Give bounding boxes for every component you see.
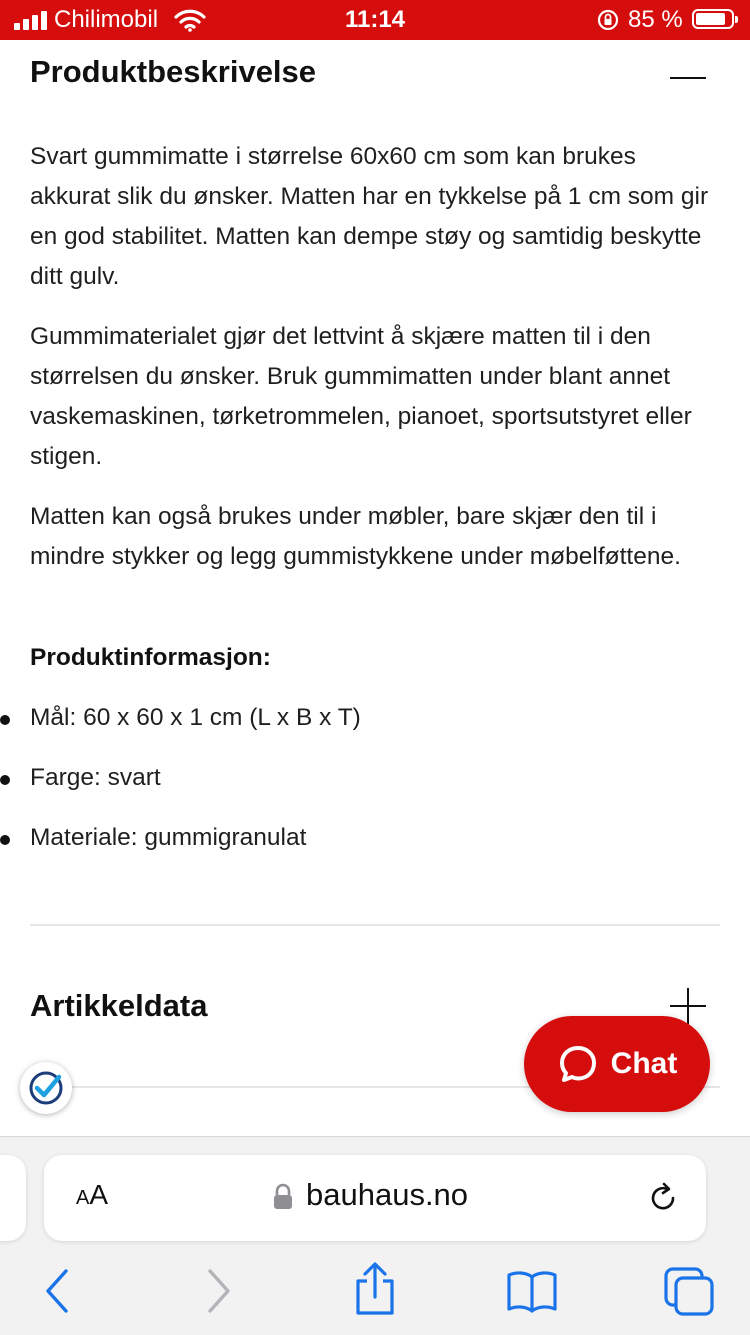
clock: 11:14 — [344, 6, 406, 33]
minus-icon[interactable] — [670, 68, 706, 86]
description-paragraph-3: Matten kan også brukes under møbler, bare skjær den til i mindre stykker og legg gummistykkene under møbelføttene. — [30, 503, 681, 570]
lock-icon — [272, 1183, 294, 1216]
chat-label: Chat — [610, 1047, 678, 1080]
bookmarks-icon[interactable] — [506, 1269, 558, 1318]
checkmark-shield-icon — [26, 1068, 66, 1108]
url-text[interactable]: bauhaus.no — [306, 1177, 469, 1212]
product-info-heading: Produktinformasjon: — [30, 644, 271, 671]
description-paragraph-1: Svart gummimatte i størrelse 60x60 cm som kan brukes akkurat slik du ønsker. Matten har en tykkelse på 1 cm som gir en god stabilitet. Matten kan dempe støy og samtidig beskytte ditt gulv. — [30, 143, 709, 290]
browser-toolbar — [0, 1136, 750, 1335]
list-item: Materiale: gummigranulat — [30, 824, 306, 852]
battery-icon — [692, 9, 734, 29]
carrier-name: Chilimobil — [54, 6, 159, 33]
reload-icon[interactable] — [646, 1181, 680, 1220]
status-bar — [0, 0, 750, 40]
forward-icon[interactable] — [204, 1267, 234, 1320]
chat-button[interactable] — [524, 1016, 710, 1112]
trust-badge[interactable] — [20, 1062, 72, 1114]
share-icon[interactable] — [352, 1261, 398, 1322]
product-description-title: Produktbeskrivelse — [30, 54, 317, 89]
list-item: Mål: 60 x 60 x 1 cm (L x B x T) — [30, 704, 361, 732]
description-paragraph-2: Gummimaterialet gjør det lettvint å skjære matten til i den størrelsen du ønsker. Bruk gummimatten under blant annet vaskemaskinen, tørketrommelen, pianoet, sportsutstyret eller stigen. — [30, 323, 692, 470]
address-bar[interactable] — [44, 1155, 706, 1241]
chat-bubble-icon — [557, 1043, 599, 1085]
back-icon[interactable] — [42, 1267, 72, 1320]
battery-percentage: 85 % — [628, 6, 683, 33]
section-divider — [30, 924, 720, 926]
list-item: Farge: svart — [30, 764, 161, 792]
tabs-icon[interactable] — [664, 1267, 716, 1322]
article-data-title[interactable]: Artikkeldata — [30, 988, 208, 1023]
previous-tab[interactable] — [0, 1155, 26, 1241]
orientation-lock-icon — [596, 9, 620, 36]
text-size-button[interactable]: AA — [76, 1179, 109, 1210]
